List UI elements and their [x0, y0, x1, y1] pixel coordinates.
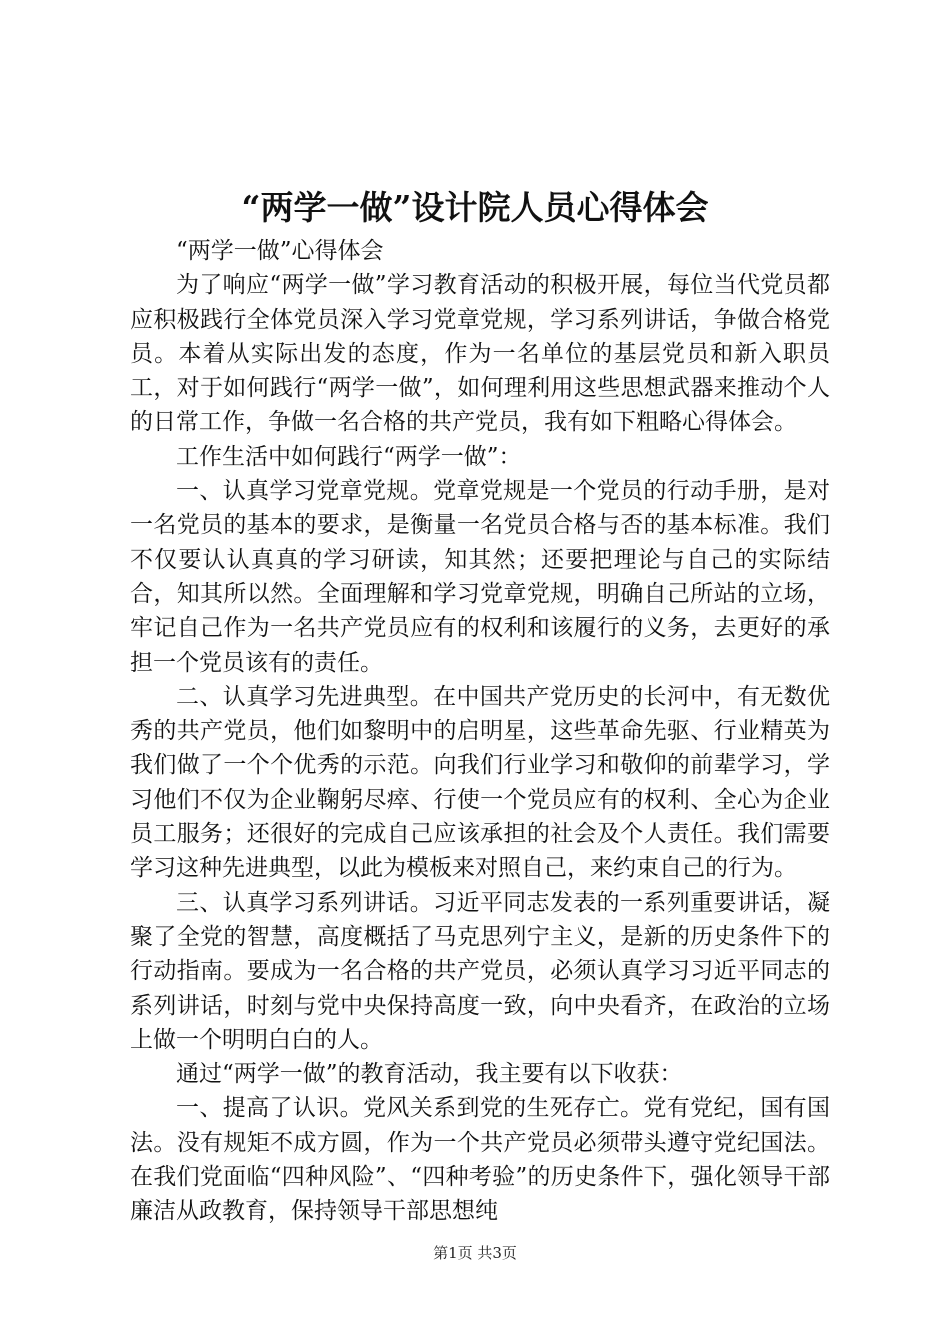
paragraph-study-models: 二、认真学习先进典型。在中国共产党历史的长河中，有无数优秀的共产党员，他们如黎明中的启明星，这些革命先驱、行业精英为我们做了一个个优秀的示范。向我们行业学习和敬仰的前辈学习，学习他们不仅为企业鞠躬尽瘁、行使一个党员应有的权利、全心为企业员工服务；还很好的完成自己应该承担的社会及个人责任。我们需要学习这种先进典型，以此为模板来对照自己，来约束自己的行为。	[130, 683, 830, 882]
paragraph-intro: 为了响应“两学一做”学习教育活动的积极开展，每位当代党员都应积极践行全体党员深入学习党章党规，学习系列讲话，争做合格党员。本着从实际出发的态度，作为一名单位的基层党员和新入职员工，对于如何践行“两学一做”，如何理利用这些思想武器来推动个人的日常工作，争做一名合格的共产党员，我有如下粗略心得体会。	[130, 272, 830, 436]
paragraph-practice-heading: 工作生活中如何践行“两学一做”：	[176, 443, 522, 470]
document-title: “两学一做”设计院人员心得体会	[241, 188, 709, 227]
document-body	[130, 234, 830, 1229]
paragraph-subtitle: “两学一做”心得体会	[176, 238, 384, 264]
page-footer: 第1页 共3页	[433, 1244, 517, 1262]
paragraph-study-rules: 一、认真学习党章党规。党章党规是一个党员的行动手册，是对一名党员的基本的要求，是衡量一名党员合格与否的基本标准。我们不仅要认认真真的学习研读，知其然；还要把理论与自己的实际结合，知其所以然。全面理解和学习党章党规，明确自己所站的立场，牢记自己作为一名共产党员应有的权利和该履行的义务，去更好的承担一个党员该有的责任。	[130, 478, 830, 676]
paragraph-study-speeches: 三、认真学习系列讲话。习近平同志发表的一系列重要讲话，凝聚了全党的智慧，高度概括了马克思列宁主义，是新的历史条件下的行动指南。要成为一名合格的共产党员，必须认真学习习近平同志的系列讲话，时刻与党中央保持高度一致，向中央看齐，在政治的立场上做一个明明白白的人。	[130, 889, 830, 1053]
paragraph-gains-heading: 通过“两学一做”的教育活动，我主要有以下收获：	[176, 1061, 683, 1088]
paragraph-gain-awareness: 一、提高了认识。党风关系到党的生死存亡。党有党纪，国有国法。没有规矩不成方圆，作为一个共产党员必须带头遵守党纪国法。在我们党面临“四种风险”、“四种考验”的历史条件下，强化领导干部廉洁从政教育，保持领导干部思想纯	[130, 1095, 830, 1225]
